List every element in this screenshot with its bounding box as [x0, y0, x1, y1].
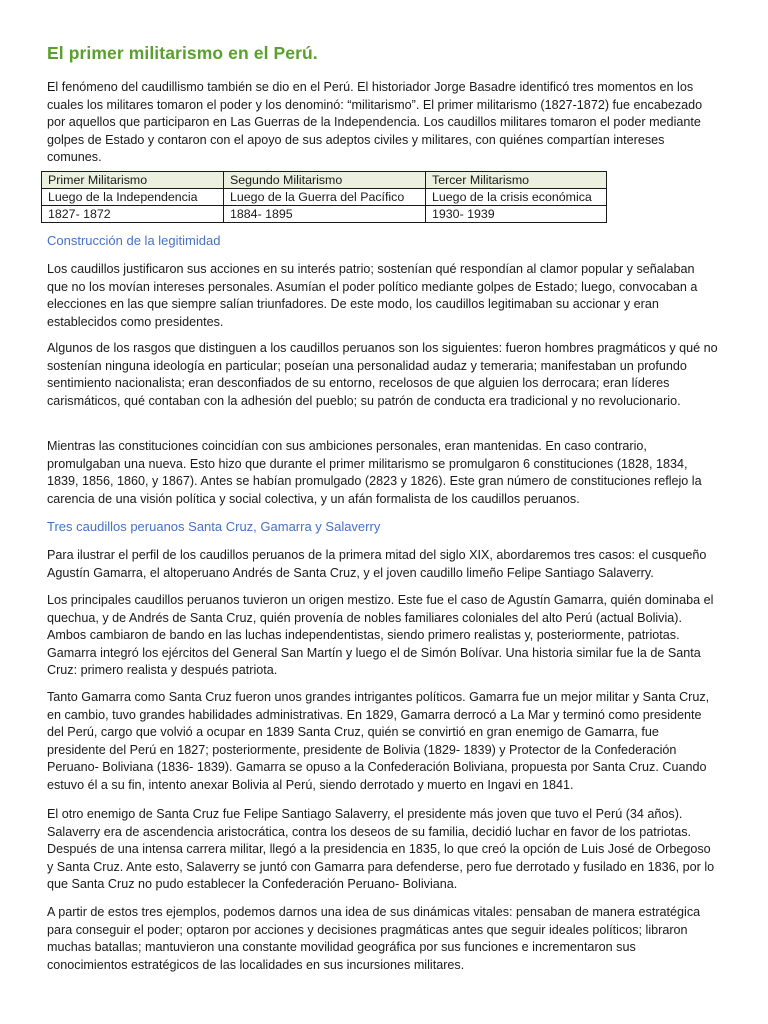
page-title: El primer militarismo en el Perú. [47, 43, 318, 63]
table-cell: 1827- 1872 [42, 206, 224, 223]
table-header-cell: Segundo Militarismo [224, 172, 426, 189]
table-header-cell: Primer Militarismo [42, 172, 224, 189]
paragraph-caudillos-1: Para ilustrar el perfil de los caudillos peruanos de la primera mitad del siglo XIX, abordaremos tres casos: el cusqueño Agustín Gamarra, el altoperuano Andrés de Santa Cruz, y el joven caudillo limeño Felipe Santiago Salaverry. [47, 548, 707, 580]
table-cell: 1884- 1895 [224, 206, 426, 223]
table-header-cell: Tercer Militarismo [426, 172, 607, 189]
section-heading-caudillos: Tres caudillos peruanos Santa Cruz, Gamarra y Salaverry [47, 519, 381, 534]
table-row [42, 206, 607, 223]
paragraph-legitimidad-1: Los caudillos justificaron sus acciones en su interés patrio; sostenían qué respondían al clamor popular y señalaban que no los movían intereses personales. Asumían el poder político mediante golpes de Estado; luego, convocaban a elecciones en las que siempre salían triunfadores. De este modo, los caudillos legitimaban su accionar y eran establecidos como presidentes. [47, 262, 698, 329]
table-cell: Luego de la crisis económica [426, 189, 607, 206]
table-cell: 1930- 1939 [426, 206, 607, 223]
table-cell: Luego de la Guerra del Pacífico [224, 189, 426, 206]
intro-paragraph: El fenómeno del caudillismo también se dio en el Perú. El historiador Jorge Basadre identificó tres momentos en los cuales los militares tomaron el poder y los denominó: “militarismo”. El primer militarismo (1827-1872) fue encabezado por aquellos que participaron en Las Guerras de la Independencia. Los caudillos militares tomaron el poder mediante golpes de Estado y contaron con el apoyo de sus adeptos civiles y militares, con quiénes compartían intereses comunes. [47, 80, 703, 164]
paragraph-caudillos-2: Los principales caudillos peruanos tuvieron un origen mestizo. Este fue el caso de Agustín Gamarra, quién dominaba el quechua, y de Andrés de Santa Cruz, quién provenía de nobles familiares coloniales del alto Perú (actual Bolivia). Ambos cambiaron de bando en las luchas independentistas, siendo primero realistas y, posteriormente, patriotas. Gamarra integró los ejércitos del General San Martín y luego el de Simón Bolívar. Una historia similar fue la de Santa Cruz: primero realista y después patriota. [47, 593, 714, 677]
paragraph-caudillos-4: El otro enemigo de Santa Cruz fue Felipe Santiago Salaverry, el presidente más joven que tuvo el Perú (34 años). Salaverry era de ascendencia aristocrática, contra los deseos de su familia, decidió luchar en favor de los patriotas. Después de una intensa carrera militar, llegó a la presidencia en 1835, lo que creó la opción de Luis José de Orbegoso y Santa Cruz. Ante esto, Salaverry se juntó con Gamarra para defenderse, pero fue derrotado y fusilado en 1836, por lo que Santa Cruz no pudo establecer la Confederación Peruano- Boliviana. [47, 807, 715, 891]
section-heading-legitimidad: Construcción de la legitimidad [47, 233, 221, 248]
paragraph-legitimidad-3: Mientras las constituciones coincidían con sus ambiciones personales, eran mantenidas. En caso contrario, promulgaban una nueva. Esto hizo que durante el primer militarismo se promulgaron 6 constituciones (1828, 1834, 1839, 1856, 1860, y 1867). Antes se habían promulgado (2823 y 1826). Este gran número de constituciones reflejo la carencia de una visión política y social colectiva, y un afán formalista de los caudillos peruanos. [47, 439, 702, 506]
paragraph-caudillos-5: A partir de estos tres ejemplos, podemos darnos una idea de sus dinámicas vitales: pensaban de manera estratégica para conseguir el poder; optaron por acciones y decisiones pragmáticas antes que seguir ideales políticos; libraron muchas batallas; mantuvieron una constante movilidad geográfica por sus funciones e incrementaron sus conocimientos estratégicos de las localidades en sus incursiones militares. [47, 905, 701, 972]
paragraph-legitimidad-2: Algunos de los rasgos que distinguen a los caudillos peruanos son los siguientes: fueron hombres pragmáticos y qué no sostenían ninguna ideología en particular; poseían una personalidad audaz y temeraria; manifestaban un profundo sentimiento nacionalista; eran desconfiados de su entorno, recelosos de que alguien los derrocara; eran líderes carismáticos, qué contaban con la adhesión del pueblo; su patrón de conducta era tradicional y no revolucionario. [47, 341, 718, 408]
table-row [42, 189, 607, 206]
militarism-periods-table [41, 171, 607, 223]
paragraph-caudillos-3: Tanto Gamarra como Santa Cruz fueron unos grandes intrigantes políticos. Gamarra fue un mejor militar y Santa Cruz, en cambio, tuvo grandes habilidades administrativas. En 1829, Gamarra derrocó a La Mar y terminó como presidente del Perú, cargo que volvió a ocupar en 1839 Santa Cruz, quién se convirtió en gran enemigo de Gamarra, fue presidente del Perú en 1827; posteriormente, presidente de Bolivia (1829- 1839) y Protector de la Confederación Peruano- Boliviana (1836- 1839). Gamarra se opuso a la Confederación Boliviana, propuesta por Santa Cruz. Cuando estuvo él a su fin, intento anexar Bolivia al Perú, siendo derrotado y muerto en Ingavi en 1841. [47, 690, 710, 792]
table-header-row [42, 172, 607, 189]
table-cell: Luego de la Independencia [42, 189, 224, 206]
